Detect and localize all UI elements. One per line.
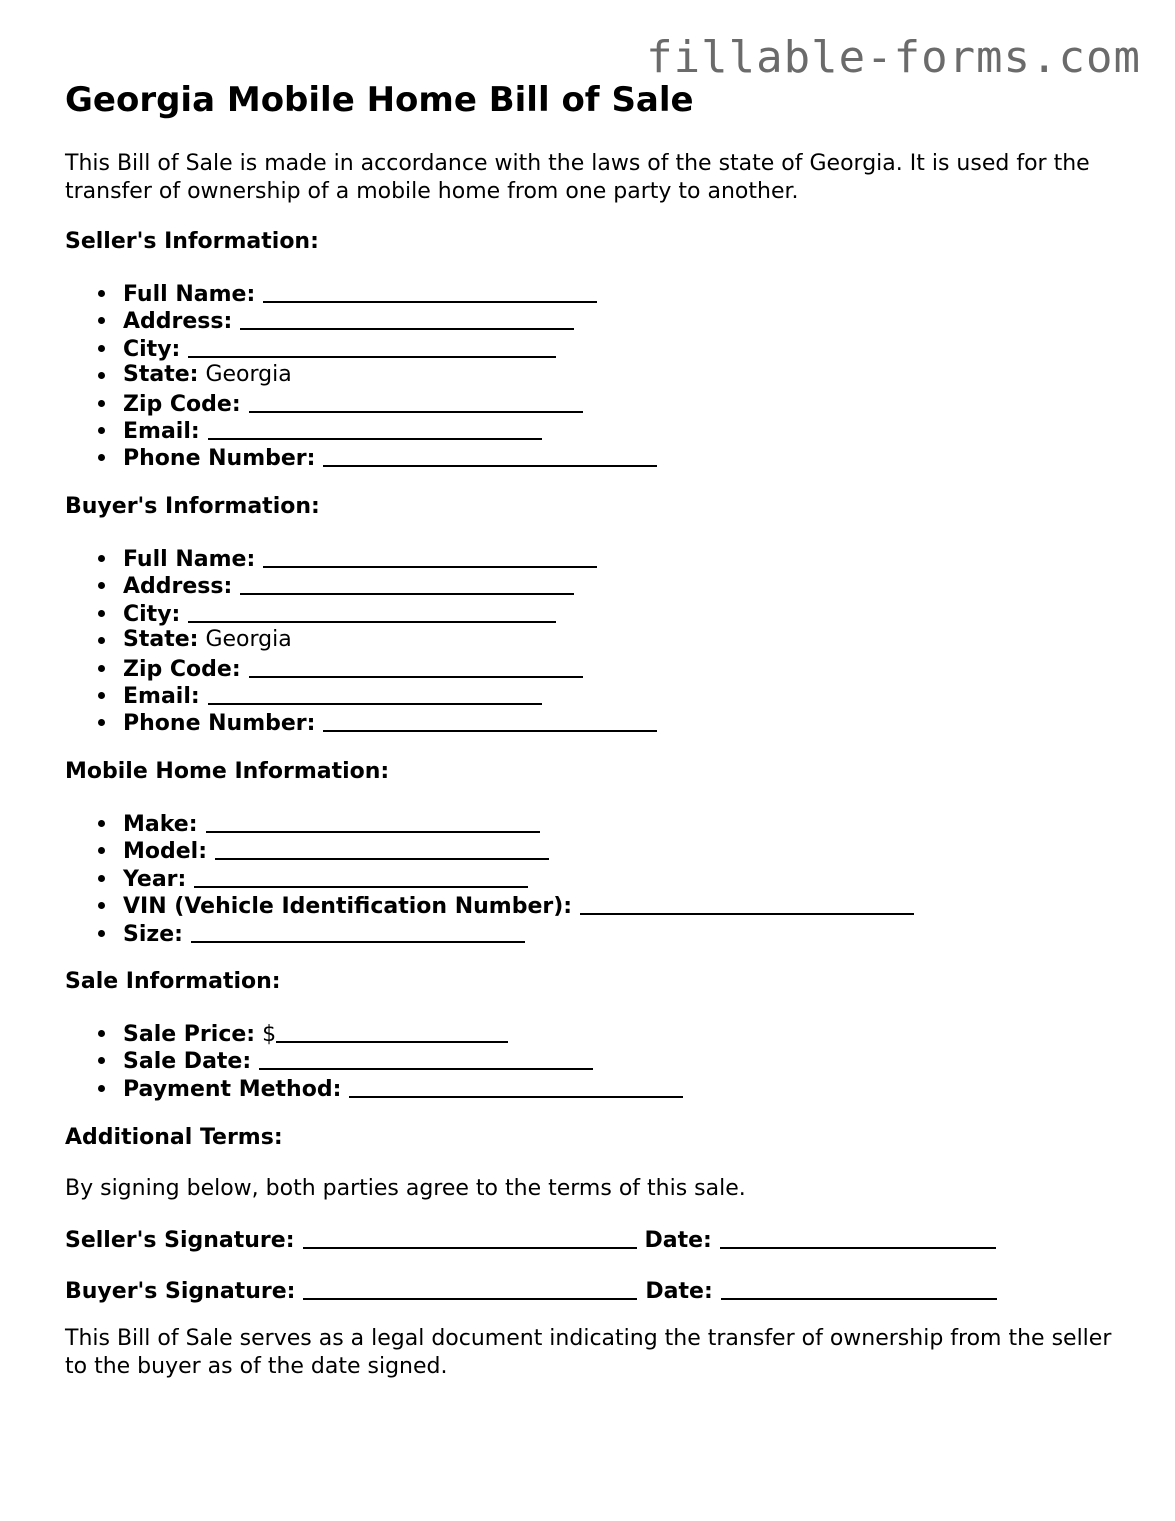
sale-date-label: Sale Date: [123,1049,252,1075]
buyer-address-item [65,571,657,598]
payment-method-field[interactable] [349,1076,683,1098]
seller-address-item [65,306,657,333]
seller-full-name-item [65,279,657,306]
vin-field[interactable] [580,893,914,915]
sale-price-label: Sale Price: [123,1022,256,1047]
seller-state-item [65,361,657,388]
year-item [65,864,914,891]
buyer-zip-item [65,654,657,681]
vin-item [65,891,914,918]
seller-signature-field[interactable] [303,1227,637,1249]
sale-heading: Sale Information: [65,969,281,994]
sale-date-field[interactable] [259,1048,593,1070]
seller-zip-label: Zip Code: [123,391,241,417]
seller-fields [65,279,657,471]
buyer-signature-label: Buyer's Signature: [65,1279,296,1304]
seller-zip-item [65,389,657,416]
payment-method-label: Payment Method: [123,1076,342,1102]
make-field[interactable] [206,811,540,833]
seller-address-field[interactable] [240,308,574,330]
buyer-phone-item [65,708,657,735]
buyer-zip-field[interactable] [249,656,583,678]
seller-phone-item [65,443,657,470]
mobile-home-heading: Mobile Home Information: [65,759,390,784]
buyer-signature-line [65,1276,997,1306]
buyer-state-item [65,626,657,653]
seller-full-name-field[interactable] [263,281,597,303]
buyer-signature-field[interactable] [303,1278,637,1300]
seller-state-value: Georgia [205,362,292,388]
sale-fields [65,1019,683,1101]
seller-zip-field[interactable] [249,391,583,413]
buyer-fields [65,544,657,736]
buyer-date-field[interactable] [721,1278,997,1300]
model-label: Model: [123,839,208,865]
year-field[interactable] [194,866,528,888]
page-title: Georgia Mobile Home Bill of Sale [65,80,694,120]
buyer-state-label: State: [123,627,199,653]
seller-city-field[interactable] [188,336,556,358]
seller-state-label: State: [123,362,199,388]
seller-city-label: City: [123,336,181,362]
buyer-city-field[interactable] [188,601,556,623]
buyer-date-label: Date: [645,1279,713,1304]
buyer-state-value: Georgia [205,627,292,653]
seller-heading: Seller's Information: [65,229,319,254]
buyer-full-name-field[interactable] [263,546,597,568]
buyer-city-item [65,599,657,626]
seller-address-label: Address: [123,309,233,335]
buyer-email-label: Email: [123,683,200,709]
year-label: Year: [123,866,187,892]
intro-paragraph: This Bill of Sale is made in accordance with the laws of the state of Georgia. It is used for the transfer of ownership of a mobile home from one party to another. [65,151,1090,204]
payment-method-item [65,1074,683,1101]
sale-price-field[interactable] [276,1021,508,1043]
seller-email-item [65,416,657,443]
size-field[interactable] [191,921,525,943]
buyer-address-field[interactable] [240,573,574,595]
buyer-email-item [65,681,657,708]
buyer-full-name-label: Full Name: [123,547,256,572]
sale-date-item [65,1046,683,1073]
size-label: Size: [123,921,183,947]
buyer-full-name-item [65,544,657,571]
seller-date-field[interactable] [720,1227,996,1249]
seller-date-label: Date: [644,1228,712,1253]
sale-price-item [65,1019,683,1046]
vin-label: VIN (Vehicle Identification Number): [123,894,573,920]
watermark: fillable-forms.com [646,32,1141,83]
additional-terms-heading: Additional Terms: [65,1125,283,1150]
seller-phone-label: Phone Number: [123,446,316,472]
seller-signature-label: Seller's Signature: [65,1228,295,1253]
sale-price-currency: $ [262,1022,277,1047]
seller-signature-line [65,1225,996,1255]
make-label: Make: [123,812,198,837]
buyer-address-label: Address: [123,574,233,600]
seller-full-name-label: Full Name: [123,282,256,307]
buyer-email-field[interactable] [208,683,542,705]
buyer-phone-label: Phone Number: [123,711,316,737]
size-item [65,919,914,946]
closing-paragraph: This Bill of Sale serves as a legal document indicating the transfer of ownership from the seller to the buyer as of the date signed. [65,1326,1112,1379]
buyer-heading: Buyer's Information: [65,494,320,519]
model-field[interactable] [215,838,549,860]
buyer-phone-field[interactable] [323,710,657,732]
model-item [65,836,914,863]
seller-city-item [65,334,657,361]
mobile-home-fields [65,809,914,946]
buyer-city-label: City: [123,601,181,627]
seller-email-label: Email: [123,418,200,444]
seller-phone-field[interactable] [323,445,657,467]
seller-email-field[interactable] [208,418,542,440]
make-item [65,809,914,836]
buyer-zip-label: Zip Code: [123,656,241,682]
additional-terms-text: By signing below, both parties agree to the terms of this sale. [65,1176,746,1201]
